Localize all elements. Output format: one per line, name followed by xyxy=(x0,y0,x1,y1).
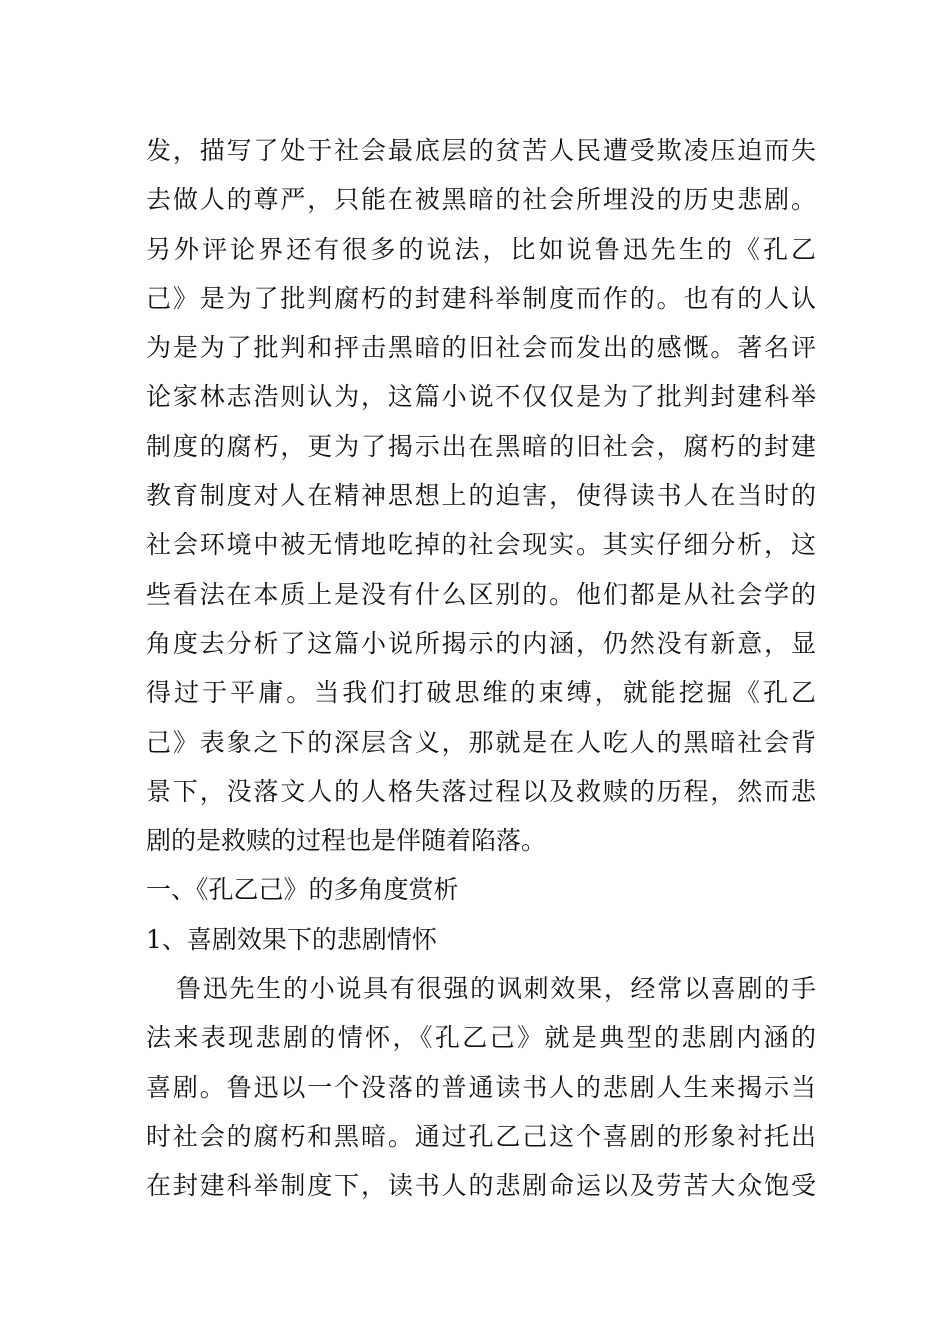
text-line: 喜剧。鲁迅以一个没落的普通读书人的悲剧人生来揭示当 xyxy=(146,1072,816,1102)
body-text xyxy=(146,126,816,1211)
text-line: 些看法在本质上是没有什么区别的。他们都是从社会学的 xyxy=(146,579,816,609)
text-line: 另外评论界还有很多的说法，比如说鲁迅先生的《孔乙 xyxy=(146,234,816,264)
text-line: 剧的是救赎的过程也是伴随着陷落。 xyxy=(146,826,547,856)
text-line: 教育制度对人在精神思想上的迫害，使得读书人在当时的 xyxy=(146,481,816,511)
text-line: 去做人的尊严，只能在被黑暗的社会所埋没的历史悲剧。 xyxy=(146,185,816,215)
text-line: 论家林志浩则认为，这篇小说不仅仅是为了批判封建科举 xyxy=(146,382,816,412)
text-line: 得过于平庸。当我们打破思维的束缚，就能挖掘《孔乙 xyxy=(146,678,816,708)
text-line: 制度的腐朽，更为了揭示出在黑暗的旧社会，腐朽的封建 xyxy=(146,431,816,461)
text-line: 为是为了批判和抨击黑暗的旧社会而发出的感慨。著名评 xyxy=(146,333,816,363)
text-line: 鲁迅先生的小说具有很强的讽刺效果，经常以喜剧的手 xyxy=(176,974,816,1004)
text-line: 法来表现悲剧的情怀，《孔乙己》就是典型的悲剧内涵的 xyxy=(146,1023,816,1053)
text-line: 1、喜剧效果下的悲剧情怀 xyxy=(146,924,437,954)
text-line: 角度去分析了这篇小说所揭示的内涵，仍然没有新意，显 xyxy=(146,628,816,658)
text-line: 一、《孔乙己》的多角度赏析 xyxy=(146,875,459,905)
text-line: 己》表象之下的深层含义，那就是在人吃人的黑暗社会背 xyxy=(146,727,816,757)
text-line: 己》是为了批判腐朽的封建科举制度而作的。也有的人认 xyxy=(146,283,816,313)
text-line: 社会环境中被无情地吃掉的社会现实。其实仔细分析，这 xyxy=(146,530,816,560)
text-line: 发，描写了处于社会最底层的贫苦人民遭受欺凌压迫而失 xyxy=(146,136,816,165)
text-line: 时社会的腐朽和黑暗。通过孔乙己这个喜剧的形象衬托出 xyxy=(146,1121,816,1151)
text-line: 景下，没落文人的人格失落过程以及救赎的历程，然而悲 xyxy=(146,776,816,806)
text-line: 在封建科举制度下，读书人的悲剧命运以及劳苦大众饱受 xyxy=(146,1171,816,1201)
